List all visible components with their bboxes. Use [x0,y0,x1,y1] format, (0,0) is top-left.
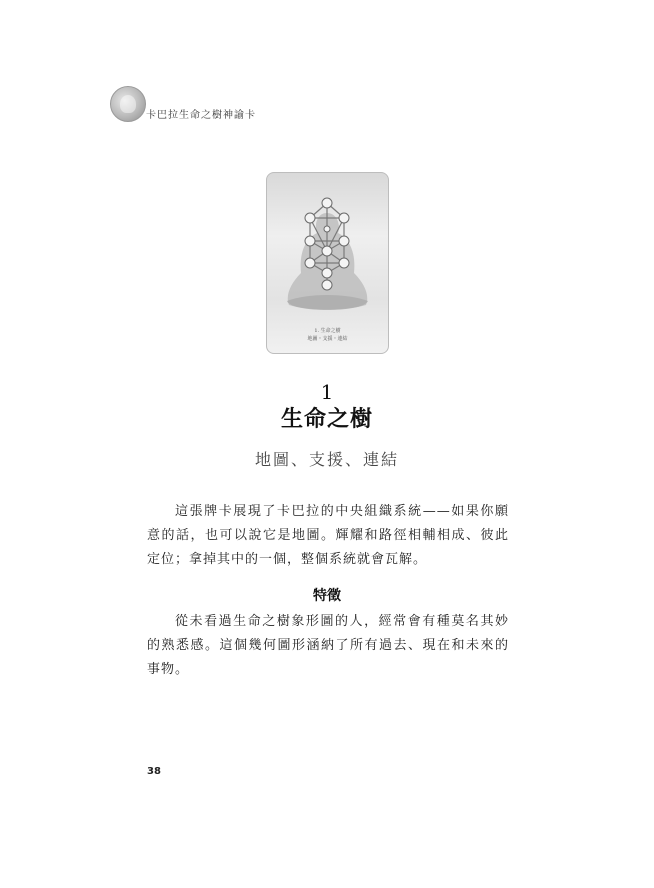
running-header [110,86,310,126]
book-emblem-icon [110,86,146,122]
running-header-title: 卡巴拉生命之樹神諭卡 [146,110,256,121]
page-number: 38 [147,766,161,777]
card-caption-keywords: 地圖・支援・連結 [307,336,348,342]
chapter-number: 1 [320,380,334,404]
tree-of-life-figure [267,173,388,353]
chapter-subtitle: 地圖、支援、連結 [254,450,399,469]
section-heading: 特徵 [313,588,341,604]
body-paragraph: 從未看過生命之樹象形圖的人，經常會有種莫名其妙的熟悉感。這個幾何圖形涵納了所有過去、現在和未來的事物。 [147,614,509,677]
body-paragraph: 這張牌卡展現了卡巴拉的中央組織系統——如果你願意的話，也可以說它是地圖。輝耀和路徑相輔相成、彼此定位；拿掉其中的一個，整個系統就會瓦解。 [147,504,509,567]
card-caption-title: 1. 生命之樹 [314,328,341,334]
chapter-title: 生命之樹 [280,406,373,432]
oracle-card-image [266,172,389,354]
